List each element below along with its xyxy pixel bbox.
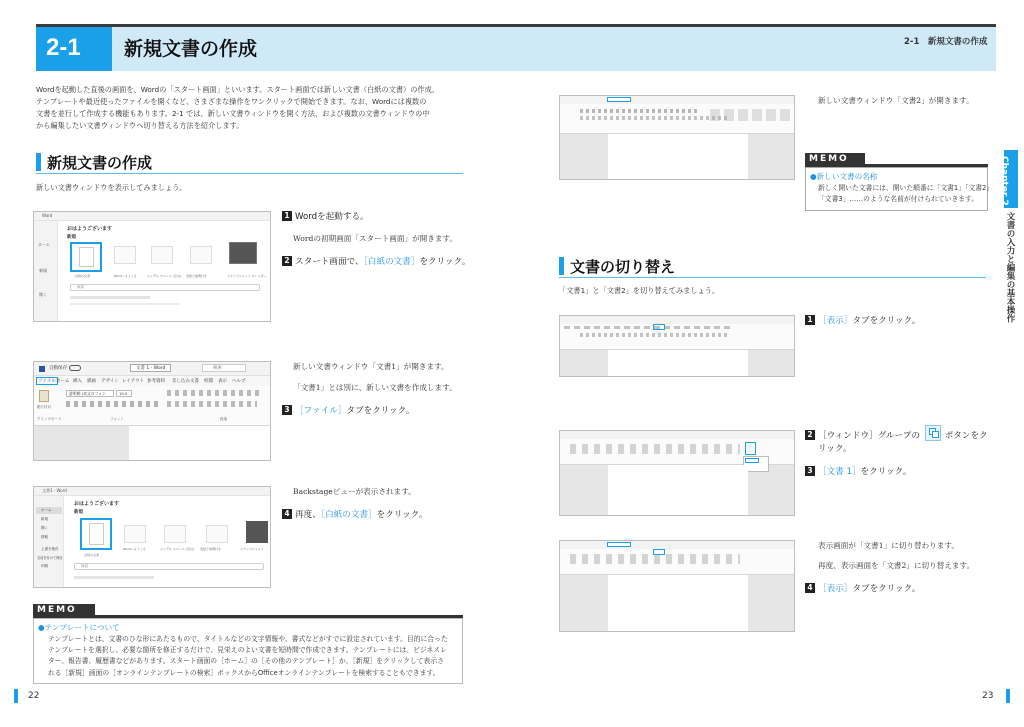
step-text: をクリック。 [376, 510, 428, 520]
screenshot-document1 [559, 540, 795, 632]
note-doc1-opened: 新しい文書ウィンドウ「文書1」が開きます。 [293, 362, 449, 371]
memo-subtitle: ●テンプレートについて [38, 623, 120, 632]
step-link-blank-doc[interactable]: ［白紙の文書］ [363, 257, 420, 267]
titlebar [560, 96, 794, 104]
tile-caption: シングル スペース (空白) [147, 274, 181, 278]
step-link-view-tab[interactable]: ［表示］ [818, 584, 853, 594]
greeting: おはようございます [74, 501, 120, 507]
section-title: 新規文書の作成 [47, 154, 153, 172]
backstage-nav-item[interactable]: 開く [41, 526, 48, 530]
memo-line: 「文書3」……のような名前が付けられていきます。 [818, 195, 979, 204]
autosave-label: 自動保存 [49, 366, 67, 371]
step-1-note: Wordの初期画面「スタート画面」が開きます。 [293, 234, 458, 243]
step-text: スタート画面で、 [295, 257, 364, 267]
recent-files-area [70, 296, 150, 299]
new-label: 新規 [67, 235, 76, 240]
ribbon-buttons [570, 444, 740, 454]
tile-caption: 白紙の文書 [84, 553, 100, 557]
tab-layout[interactable]: レイアウト [122, 379, 145, 384]
tab-review[interactable]: 校閲 [204, 379, 213, 384]
paste-button-icon[interactable] [39, 390, 49, 402]
template-tile[interactable] [114, 246, 136, 264]
app-name: 文書1 - Word [42, 488, 67, 493]
step-text: タブをクリック。 [852, 584, 921, 594]
tile-caption: 表紙と説明付き [186, 274, 208, 278]
autosave-toggle[interactable] [69, 365, 81, 371]
ribbon-buttons [710, 109, 790, 121]
section-bar [559, 257, 564, 275]
tab-references[interactable]: 参考資料 [147, 379, 165, 384]
step-1 [282, 211, 369, 224]
document-title [607, 542, 631, 547]
side-nav-item[interactable]: 新規 [39, 268, 47, 273]
intro-line: Wordを起動した直後の画面を、Wordの「スタート画面」といいます。スタート画面では新しい文書（白紙の文書）の作成、 [36, 85, 439, 94]
tile-caption: 表紙と説明付き [200, 547, 222, 551]
tile-caption: シングル スペース (空白) [160, 547, 194, 551]
running-head: 2-1 新規文書の作成 [904, 37, 988, 47]
format-buttons-row [66, 401, 161, 407]
view-tab-highlight[interactable] [653, 549, 665, 555]
document-title [607, 97, 631, 102]
note-create-new: 「文書1」とは別に、新しい文書を作成します。 [293, 383, 457, 392]
tab-design[interactable]: デザイン [101, 379, 119, 384]
tab-home[interactable]: ホーム [56, 379, 70, 384]
title-search-placeholder: 検索 [213, 366, 222, 371]
titlebar [560, 541, 794, 549]
step-2 [805, 430, 988, 443]
step-number: 1 [282, 211, 292, 221]
tile-caption: Wordへようこそ [114, 274, 137, 278]
step-text: をクリック。 [860, 467, 912, 477]
step-number: 2 [805, 430, 815, 440]
screenshot-document2 [559, 95, 795, 180]
step-link-view-tab[interactable]: ［表示］ [818, 316, 853, 326]
font-size-box[interactable]: 10.5 [116, 390, 132, 397]
memo-line: テンプレートとは、文書のひな形にあたるもので、タイトルなどの文字情報や、書式などがすでに設定されています。目的に合った [48, 635, 448, 643]
titlebar [34, 212, 270, 221]
step-number: 3 [805, 466, 815, 476]
note-backstage: Backstageビューが表示されます。 [293, 487, 416, 496]
search-box[interactable] [70, 284, 260, 291]
title-search-box[interactable] [202, 364, 246, 372]
ribbon-tabs [34, 376, 270, 386]
memo-line: れる［新規］画面の［オンラインテンプレートの検索］ボックスからOfficeオンラインテンプレートを検索することもできます。 [48, 668, 440, 677]
app-name: Word [42, 213, 53, 218]
memo-label: MEMO [37, 605, 77, 615]
template-tile[interactable] [246, 521, 268, 543]
note-switch-again: 再度、表示画面を「文書2」に切り替えます。 [818, 561, 975, 570]
section-underline [559, 277, 986, 278]
document-title: 文書 1 - Word [130, 364, 171, 372]
screenshot-view-tab [559, 315, 795, 377]
step-number: 1 [805, 315, 815, 325]
paragraph-buttons-row [167, 390, 262, 396]
group-label: フォント [110, 417, 124, 421]
template-tile-blank[interactable] [80, 518, 112, 550]
memo-label: MEMO [809, 154, 849, 164]
ribbon-buttons [570, 554, 740, 564]
step-link-file-tab[interactable]: ［ファイル］ [295, 406, 347, 416]
step-4 [805, 583, 920, 596]
chapter-label: Chapter 2 [999, 156, 1009, 206]
step-text: 再度、 [295, 510, 321, 520]
titlebar [560, 316, 794, 324]
memo-body [48, 634, 448, 679]
template-tile[interactable] [164, 525, 186, 543]
titlebar [560, 431, 794, 439]
tab-view[interactable]: 表示 [218, 379, 227, 384]
step-link-blank-doc[interactable]: ［白紙の文書］ [320, 510, 377, 520]
ribbon-buttons [564, 326, 734, 329]
paragraph-buttons-row [167, 401, 257, 407]
recent-files-area [74, 576, 154, 579]
tile-caption: スナップショット カレンダー [227, 274, 267, 278]
step-link-document1[interactable]: ［文書 1］ [818, 467, 861, 477]
section-title: 文書の切り替え [570, 258, 676, 276]
search-placeholder: 検索 [81, 564, 88, 568]
memo-line: 新しく開いた文書には、開いた順番に「文書1」「文書2」 [818, 184, 994, 192]
template-tile-blank[interactable] [70, 242, 102, 272]
running-header-band [512, 24, 996, 71]
step-text: ボタンをク [944, 431, 988, 441]
template-tile[interactable] [229, 242, 257, 264]
group-label: 段落 [220, 417, 227, 421]
document1-menu-item[interactable] [745, 458, 759, 463]
side-nav-item[interactable]: 開く [39, 292, 47, 297]
screenshot-window-group [559, 430, 795, 516]
backstage-nav-item[interactable]: 名前を付けて保存 [37, 556, 63, 560]
page-number: 23 [982, 691, 994, 701]
screenshot-new-document [33, 361, 271, 461]
document-page [608, 465, 748, 516]
step-number: 3 [282, 405, 292, 415]
template-tile[interactable] [124, 525, 146, 543]
intro-line: 文書を並行して作成する機能もあります。2-1 では、新しい文書ウィンドウを開く方法、および複数の文書ウィンドウの中 [36, 108, 430, 118]
tab-mailings[interactable]: 差し込み文書 [172, 379, 199, 384]
step-number: 2 [282, 256, 292, 266]
new-label: 新規 [74, 510, 83, 515]
page-number: 22 [28, 691, 40, 701]
step-4 [282, 509, 428, 522]
document-page [608, 134, 748, 180]
backstage-nav-item[interactable]: 上書き保存 [41, 547, 59, 551]
step-text: タブをクリック。 [346, 406, 415, 416]
step-3 [805, 466, 911, 479]
word-icon [39, 366, 45, 372]
paste-label: 貼り付け [37, 405, 51, 409]
switch-window-highlight[interactable] [745, 442, 756, 455]
switch-window-icon [925, 425, 941, 441]
group-label: クリップボード [37, 417, 62, 421]
step-text: をクリック。 [419, 257, 471, 267]
memo-box [805, 167, 994, 211]
memo-line: ター、報告書、履歴書などがあります。スタート画面の［ホーム］の［その他のテンプレート］か、［新規］をクリックして表示さ [48, 657, 444, 666]
step-3 [282, 405, 414, 418]
backstage-nav-item[interactable]: 情報 [41, 535, 48, 539]
side-nav-item[interactable]: ホーム [38, 242, 50, 247]
tab-draw[interactable]: 描画 [87, 379, 96, 384]
step-number: 4 [282, 509, 292, 519]
backstage-nav-item[interactable]: 新規 [41, 517, 48, 521]
section-bar [36, 153, 41, 171]
step-2 [282, 256, 470, 269]
section-number: 2-1 [46, 34, 81, 61]
font-name-box[interactable]: 游明朝 (本文のフォン [66, 390, 114, 397]
intro-paragraph [36, 84, 439, 132]
page-title: 新規文書の作成 [124, 38, 258, 60]
section-lead: 「文書1」と「文書2」を切り替えてみましょう。 [559, 286, 720, 295]
memo-box [33, 618, 463, 684]
step-1 [805, 315, 920, 328]
section-lead: 新しい文書ウィンドウを表示してみましょう。 [36, 183, 187, 192]
note-switched: 表示画面が「文書1」に切り替わります。 [818, 541, 959, 550]
intro-line: から編集したい文書ウィンドウへ切り替える方法を紹介します。 [36, 120, 244, 130]
search-placeholder: 検索 [77, 285, 84, 289]
intro-line: テンプレートや最近使ったファイルを開くなど、さまざまな操作をワンクリックで開始できます。なお、Wordには複数の [36, 96, 427, 106]
page-number-tab [1006, 689, 1010, 703]
section-underline [36, 173, 463, 174]
memo-line: テンプレートを選択し、必要な箇所を修正するだけで、見栄えのよい文書を短時間で作成できます。テンプレートには、ビジネスレ [48, 646, 447, 655]
search-box[interactable] [74, 563, 264, 570]
note-doc2-opened: 新しい文書ウィンドウ「文書2」が開きます。 [818, 96, 974, 105]
titlebar [34, 487, 270, 496]
screenshot-start-screen [33, 211, 271, 322]
tab-insert[interactable]: 挿入 [73, 379, 82, 384]
greeting: おはようございます [67, 226, 113, 232]
tile-caption: 白紙の文書 [75, 274, 91, 278]
chapter-title: 文書の入力と編集の基本操作 [1005, 212, 1015, 323]
step-number: 4 [805, 583, 815, 593]
right-page [512, 0, 1024, 727]
memo-body [818, 183, 993, 205]
template-tile[interactable] [190, 246, 212, 264]
backstage-nav-item[interactable]: ホーム [41, 508, 52, 512]
step-2-cont: リック。 [818, 444, 852, 454]
document-page [129, 426, 271, 461]
page-number-tab [14, 689, 18, 703]
step-text: ［ウィンドウ］グループの [818, 431, 920, 441]
tab-file[interactable]: ファイル [38, 379, 56, 384]
backstage-nav-item[interactable]: 印刷 [41, 564, 48, 568]
ribbon-buttons [580, 333, 730, 337]
document-page [608, 350, 748, 377]
ribbon-buttons [580, 109, 700, 113]
document-page [608, 575, 748, 632]
step-text: タブをクリック。 [852, 316, 921, 326]
screenshot-backstage [33, 486, 271, 588]
tile-caption: Wordへようこそ [123, 547, 146, 551]
recent-files-area [70, 303, 180, 305]
tab-help[interactable]: ヘルプ [232, 379, 246, 384]
memo-subtitle: ●新しい文書の名称 [810, 172, 878, 181]
section-number-box [36, 24, 112, 71]
view-tab-highlight[interactable] [653, 324, 665, 330]
template-tile[interactable] [151, 246, 173, 264]
step-text: Wordを起動する。 [295, 212, 369, 222]
ribbon-buttons [580, 116, 730, 120]
template-tile[interactable] [206, 525, 228, 543]
tile-caption: スナップショット [240, 547, 264, 551]
